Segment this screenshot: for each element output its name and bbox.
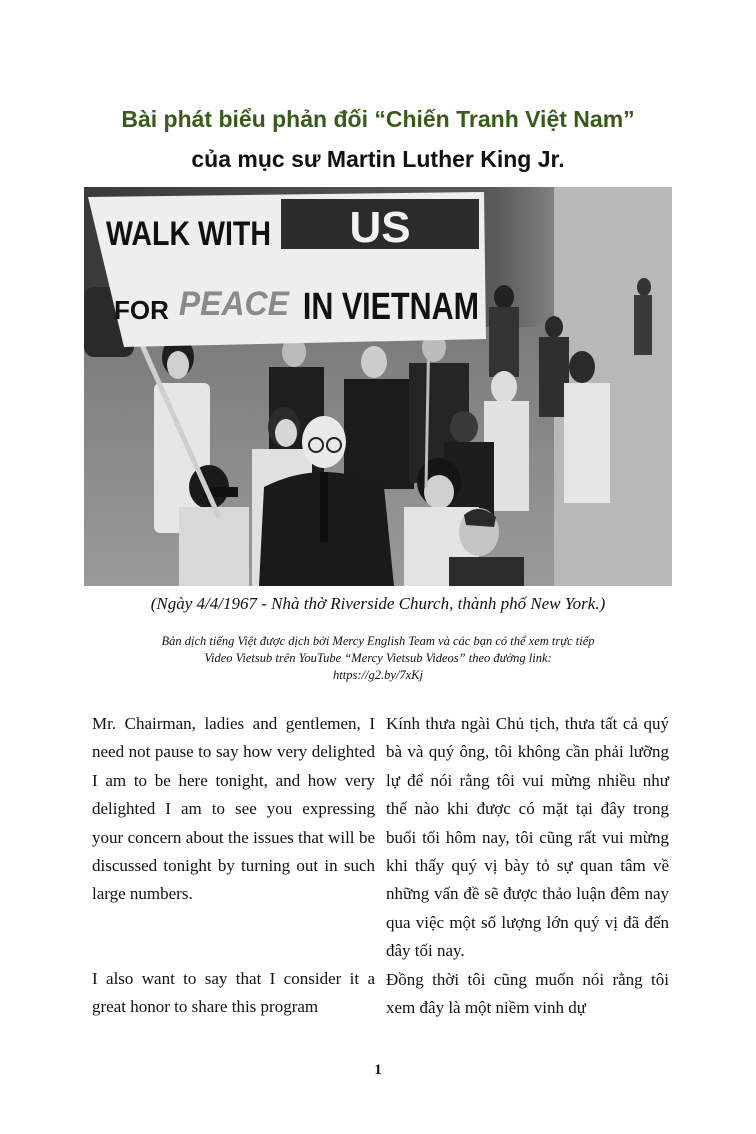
credit-line-1: Bản dịch tiếng Việt được dịch bởi Mercy English Team và các bạn có thể xem trực tiếp — [161, 634, 595, 648]
vietnamese-column — [386, 710, 669, 1022]
page-number: 1 — [374, 1062, 382, 1078]
english-paragraph: I also want to say that I consider it a great honor to share this program — [92, 968, 375, 1017]
credit-line-2: Video Vietsub trên YouTube “Mercy Vietsub Videos” theo đường link: — [204, 651, 552, 665]
banner-text-in-vietnam: IN VIETNAM — [302, 286, 479, 328]
vietnamese-paragraph: Kính thưa ngài Chủ tịch, thưa tất cả quý bà và quý ông, tôi không cần phải lưỡng lự để nói rằng tôi vui mừng nhiều như thế nào khi được có mặt tại đây trong buổi tối hôm nay, tôi cũng rất vui mừng khi thấy quý vị bày tỏ sự quan tâm về những vấn đề sẽ được thảo luận đêm nay qua việc một số lượng lớn quý vị đã đến đây tối nay. — [386, 714, 669, 961]
translation-credit — [60, 633, 696, 684]
protest-march-photo — [84, 187, 672, 586]
page-title: Bài phát biểu phản đối “Chiến Tranh Việt Nam” — [121, 106, 635, 132]
banner-text-us: US — [349, 203, 411, 252]
english-paragraph: Mr. Chairman, ladies and gentlemen, I need not pause to say how very delighted I am to be here tonight, and how very delighted I am to see you expressing your concern about the issues that will be discussed tonight by turning out in such large numbers. — [92, 714, 375, 904]
page-subtitle: của mục sư Martin Luther King Jr. — [191, 146, 565, 172]
english-column — [92, 710, 375, 1022]
banner-text-walk-with: WALK WITH — [106, 215, 271, 253]
vietnamese-paragraph: Đồng thời tôi cũng muốn nói rằng tôi xem đây là một niềm vinh dự — [386, 969, 669, 1018]
banner-text-peace: PEACE — [178, 285, 291, 323]
credit-link[interactable]: https://g2.by/7xKj — [333, 668, 423, 682]
paragraph-gap — [92, 909, 375, 965]
banner-text-for: FOR — [114, 295, 169, 325]
photo-caption: (Ngày 4/4/1967 - Nhà thờ Riverside Church, thành phố New York.) — [150, 594, 606, 613]
